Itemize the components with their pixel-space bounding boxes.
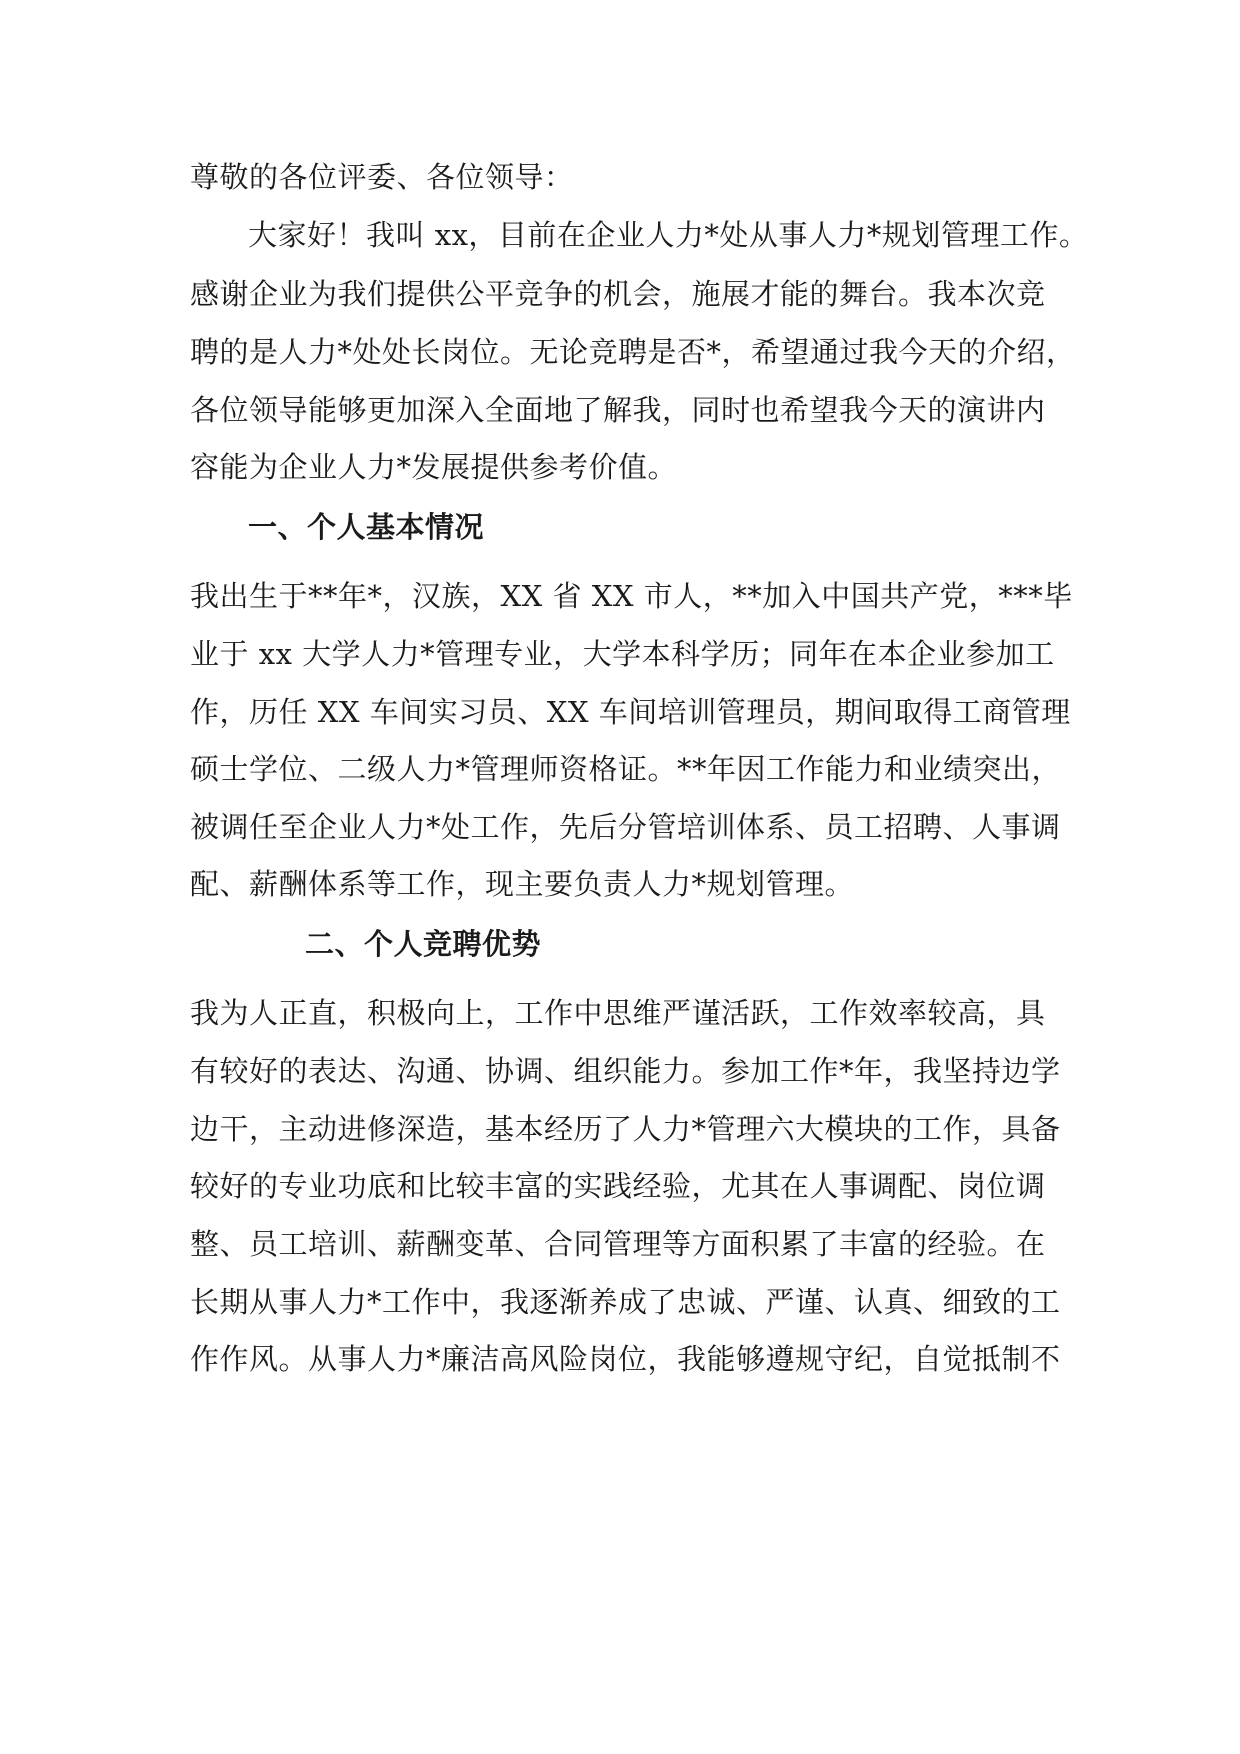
intro-line: 各位领导能够更加深入全面地了解我，同时也希望我今天的演讲内 xyxy=(190,393,1046,427)
section2-line: 有较好的表达、沟通、协调、组织能力。参加工作*年，我坚持边学 xyxy=(190,1054,1061,1088)
section1-line: 被调任至企业人力*处工作，先后分管培训体系、员工招聘、人事调 xyxy=(190,810,1061,844)
section1-line: 作，历任 XX 车间实习员、XX 车间培训管理员，期间取得工商管理 xyxy=(190,695,1071,729)
section1-line: 业于 xx 大学人力*管理专业，大学本科学历；同年在本企业参加工 xyxy=(190,637,1055,671)
section2-line: 长期从事人力*工作中，我逐渐养成了忠诚、严谨、认真、细致的工 xyxy=(190,1285,1061,1319)
intro-line: 聘的是人力*处处长岗位。无论竞聘是否*，希望通过我今天的介绍， xyxy=(190,335,1076,369)
section-heading-basic-info: 一、个人基本情况 xyxy=(248,510,485,544)
section1-line: 我出生于**年*，汉族，XX 省 XX 市人，**加入中国共产党，***毕 xyxy=(190,579,1073,613)
intro-line: 容能为企业人力*发展提供参考价值。 xyxy=(190,450,678,484)
section2-line: 作作风。从事人力*廉洁高风险岗位，我能够遵规守纪，自觉抵制不 xyxy=(190,1342,1061,1376)
greeting: 尊敬的各位评委、各位领导： xyxy=(190,160,574,194)
section-heading-advantages: 二、个人竞聘优势 xyxy=(305,927,542,961)
intro-line: 感谢企业为我们提供公平竞争的机会，施展才能的舞台。我本次竞 xyxy=(190,277,1046,311)
section2-line: 我为人正直，积极向上，工作中思维严谨活跃，工作效率较高，具 xyxy=(190,996,1046,1030)
section1-line: 配、薪酬体系等工作，现主要负责人力*规划管理。 xyxy=(190,867,855,901)
intro-line: 大家好！我叫 xx，目前在企业人力*处从事人力*规划管理工作。 xyxy=(248,218,1089,252)
section1-line: 硕士学位、二级人力*管理师资格证。**年因工作能力和业绩突出， xyxy=(190,752,1062,786)
section2-line: 整、员工培训、薪酬变革、合同管理等方面积累了丰富的经验。在 xyxy=(190,1227,1046,1261)
section2-line: 较好的专业功底和比较丰富的实践经验，尤其在人事调配、岗位调 xyxy=(190,1169,1046,1203)
section2-line: 边干，主动进修深造，基本经历了人力*管理六大模块的工作，具备 xyxy=(190,1112,1061,1146)
